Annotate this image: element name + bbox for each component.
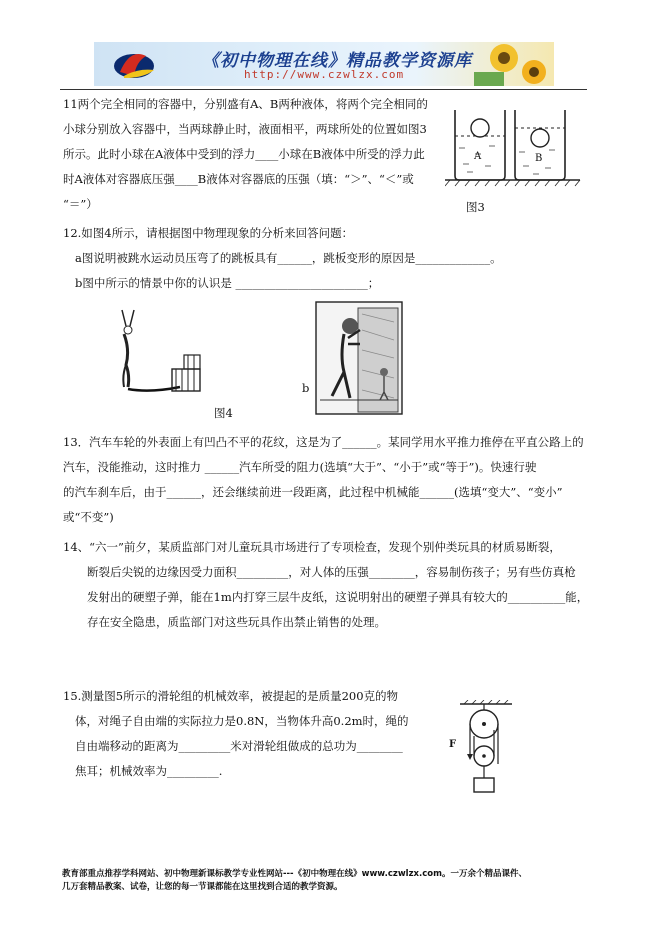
figure-3-containers	[445, 104, 585, 190]
footer-line-1: 教育部重点推荐学科网站、初中物理新课标教学专业性网站---《初中物理在线》www.czwlzx.com。一万余个精品课件、	[62, 869, 527, 879]
header-rule	[60, 89, 587, 90]
q14-line-2: 断裂后尖锐的边缘因受力面积_________，对人体的压强________，容易制伤孩子；另有些仿真枪	[87, 565, 576, 579]
q11-line-1: 11两个完全相同的容器中，分别盛有A、B两种液体，将两个完全相同的	[63, 97, 428, 111]
figure-4b-label: b	[302, 381, 310, 395]
header-banner	[94, 42, 554, 86]
banner-title: 《初中物理在线》精品教学资源库	[202, 51, 472, 71]
q14-line-3: 发射出的硬塑子弹，能在1m内打穿三层牛皮纸，这说明射出的硬塑子弹具有较大的__________能，	[87, 590, 589, 604]
q11-line-2: 小球分别放入容器中，当两球静止时，液面相平，两球所处的位置如图3	[63, 122, 427, 136]
q11-line-3: 所示。此时小球在A液体中受到的浮力____小球在B液体中所受的浮力此	[63, 147, 425, 161]
q13-line-2: 汽车，没能推动，这时推力 ______汽车所受的阻力(选填“大于”、“小于”或“等于”)。快速行驶	[63, 460, 537, 474]
q13-line-4: 或“不变”)	[63, 510, 114, 524]
container-a-label: A	[474, 151, 482, 162]
q11-line-4: 时A液体对容器底压强____B液体对容器底的压强（填：“＞”、“＜”或	[63, 172, 414, 186]
banner-url: http://www.czwlzx.com	[244, 68, 405, 81]
q13-line-3: 的汽车刹车后，由于______，还会继续前进一段距离，此过程中机械能______(选填“变大”、“变小”	[63, 485, 563, 499]
figure-4-label: 图4	[214, 406, 233, 420]
q12-line-2: a图说明被跳水运动员压弯了的跳板具有______，跳板变形的原因是_____________。	[75, 251, 502, 265]
figure-4b-man-pushing-wall	[314, 300, 404, 418]
figure-4a-diver-springboard	[110, 305, 205, 405]
q15-line-3: 自由端移动的距离为_________米对滑轮组做成的总功为________	[75, 739, 403, 753]
q11-line-5: “＝”）	[63, 197, 98, 211]
q15-line-4: 焦耳；机械效率为_________.	[75, 764, 223, 778]
force-label: F	[449, 739, 457, 750]
q15-line-2: 体，对绳子自由端的实际拉力是0.8N，当物体升高0.2m时，绳的	[75, 714, 409, 728]
q12-line-1: 12.如图4所示，请根据图中物理现象的分析来回答问题：	[63, 226, 354, 240]
q14-line-1: 14、“六一”前夕，某质监部门对儿童玩具市场进行了专项检查，发现个别仲类玩具的材质易断裂，	[63, 540, 561, 554]
q15-line-1: 15.测量图5所示的滑轮组的机械效率，被提起的是质量200克的物	[63, 689, 399, 703]
q13-line-1: 13．汽车车轮的外表面上有凹凸不平的花纹，这是为了______。某同学用水平推力推停在平直公路上的	[63, 435, 584, 449]
q14-line-4: 存在安全隐患，质监部门对这些玩具作出禁止销售的处理。	[87, 615, 386, 629]
container-b-label: B	[535, 153, 543, 164]
figure-5-pulley-system	[452, 700, 522, 800]
q12-line-3: b图中所示的情景中你的认识是 _______________________；	[75, 276, 380, 290]
figure-3-label: 图3	[466, 200, 485, 214]
footer-line-2: 几万套精品教案、试卷，让您的每一节课都能在这里找到合适的教学资源。	[62, 882, 343, 892]
